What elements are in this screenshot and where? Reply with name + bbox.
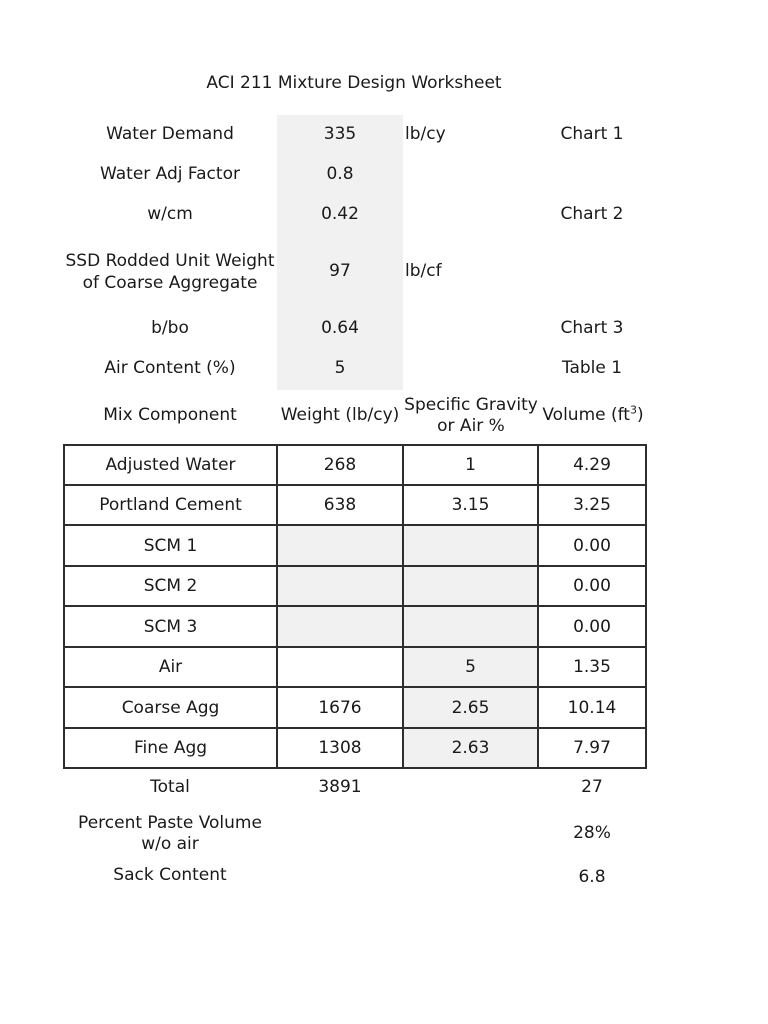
input-label: Air Content (%)	[104, 358, 236, 378]
input-label-line1: SSD Rodded Unit Weight	[65, 251, 275, 271]
input-label: b/bo	[151, 318, 189, 338]
paste-value: 28%	[573, 823, 611, 843]
cell-sg: 1	[465, 455, 476, 475]
total-label: Total	[150, 777, 190, 797]
input-reference: Table 1	[561, 358, 623, 378]
header-component: Mix Component	[103, 405, 237, 425]
input-reference: Chart 3	[560, 318, 624, 338]
header-sg-line1: Specific Gravity	[404, 395, 538, 415]
paste-label-line1: Percent Paste Volume	[78, 813, 262, 833]
input-value[interactable]: 335	[323, 124, 357, 144]
cell-weight: 638	[323, 495, 357, 515]
input-reference: Chart 2	[560, 204, 624, 224]
header-volume: Volume $(ft^3)$	[542, 403, 644, 425]
cell-sg[interactable]	[404, 567, 537, 605]
cell-sg[interactable]: 5	[465, 657, 476, 677]
cell-weight[interactable]	[278, 567, 402, 605]
sack-value: 6.8	[578, 867, 606, 887]
header-sg-line2: or Air %	[437, 416, 505, 436]
paste-label-line2: w/o air	[141, 834, 199, 854]
input-value[interactable]: 5	[334, 358, 346, 378]
sack-label: Sack Content	[113, 865, 227, 885]
cell-sg[interactable]	[404, 526, 537, 565]
total-weight: 3891	[318, 777, 362, 797]
input-label: Water Adj Factor	[100, 164, 240, 184]
cell-weight[interactable]	[278, 526, 402, 565]
cell-volume: 10.14	[567, 697, 617, 718]
cell-volume: 0.00	[573, 576, 611, 596]
cell-weight	[278, 648, 402, 686]
input-label: Water Demand	[106, 124, 234, 144]
cell-component: SCM 2	[143, 576, 198, 596]
cell-component: Coarse Agg	[121, 697, 220, 718]
input-label: w/cm	[147, 204, 193, 224]
cell-component: Portland Cement	[99, 495, 242, 515]
cell-weight: 268	[323, 455, 357, 475]
cell-component: Fine Agg	[133, 738, 208, 758]
cell-volume: 0.00	[573, 535, 611, 556]
cell-component: Air	[158, 657, 183, 677]
cell-sg[interactable]	[404, 607, 537, 646]
cell-volume: 7.97	[573, 738, 611, 758]
cell-weight: 1676	[318, 697, 362, 718]
input-unit: lb/cy	[405, 124, 446, 144]
cell-weight: 1308	[318, 738, 362, 758]
cell-sg: 3.15	[451, 495, 490, 515]
cell-component: SCM 3	[143, 616, 198, 637]
grid-line	[63, 767, 647, 769]
cell-component: Adjusted Water	[105, 455, 236, 475]
cell-volume: 3.25	[573, 495, 611, 515]
cell-component: SCM 1	[143, 535, 198, 556]
header-weight: Weight (lb/cy)	[280, 405, 400, 425]
input-label-line2: of Coarse Aggregate	[82, 273, 258, 293]
input-reference: Chart 1	[560, 124, 624, 144]
cell-weight[interactable]	[278, 607, 402, 646]
cell-sg[interactable]: 2.65	[451, 697, 490, 718]
input-values-shade	[277, 115, 403, 390]
input-unit: lb/cf	[405, 261, 442, 281]
cell-volume: 1.35	[573, 657, 611, 677]
grid-line	[645, 444, 647, 769]
cell-sg[interactable]: 2.63	[451, 738, 490, 758]
input-value[interactable]: 0.64	[321, 318, 359, 338]
worksheet-title: ACI 211 Mixture Design Worksheet	[206, 73, 502, 93]
total-volume: 27	[581, 777, 603, 797]
cell-volume: 0.00	[573, 616, 611, 637]
cell-volume: 4.29	[573, 455, 611, 475]
input-value[interactable]: 97	[329, 261, 351, 281]
input-value[interactable]: 0.42	[321, 204, 359, 224]
input-value[interactable]: 0.8	[326, 164, 354, 184]
